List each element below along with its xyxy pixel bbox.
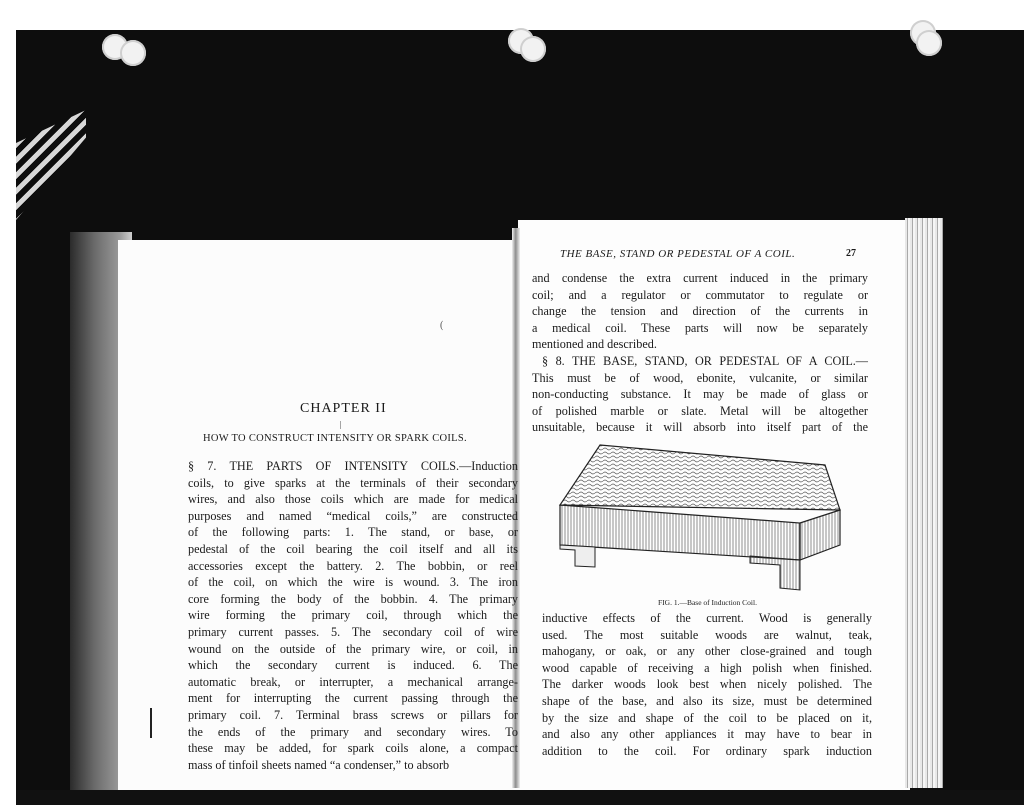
text-line: non-conducting substance. It may be made of glass or: [532, 387, 868, 402]
text-line: § 8. THE BASE, STAND, OR PEDESTAL OF A COIL.—: [542, 353, 868, 368]
book-edge-right: [905, 218, 943, 788]
bottom-shadow: [16, 790, 1024, 805]
right-page-text-top: [532, 270, 868, 436]
text-line: ment for interrupting the current passing through the: [188, 691, 518, 706]
text-line: wood capable of receiving a high polish when finished.: [542, 660, 872, 675]
right-page-text-bottom: [542, 610, 872, 759]
text-line: these may be added, for spark coils alone, a compact: [188, 741, 518, 756]
text-line: This must be of wood, ebonite, vulcanite, or similar: [532, 370, 868, 385]
coil-base-illustration: [555, 435, 845, 600]
text-line: of polished marble or slate. Metal will be altogether: [532, 403, 868, 418]
text-line: coil; and a regulator or commutator to regulate or: [532, 287, 868, 302]
text-line: The darker woods look best when nicely polished. The: [542, 677, 872, 692]
text-line: primary current passes. 5. The secondary coil of wire: [188, 624, 518, 639]
text-line: wires, and also those coils which are made for medical: [188, 492, 518, 507]
chapter-mark: |: [340, 420, 342, 429]
text-line: § 7. THE PARTS OF INTENSITY COILS.—Induction: [188, 459, 518, 473]
text-line: automatic break, or interrupter, a mechanical arrange-: [188, 674, 518, 689]
text-line: addition to the coil. For ordinary spark induction: [542, 743, 872, 758]
text-line: by the size and shape of the coil to be placed on it,: [542, 710, 872, 725]
text-line: which the secondary current is induced. 6. The: [188, 658, 518, 673]
pin-right-2: [916, 30, 942, 56]
text-line: accessories except the battery. 2. The bobbin, or reel: [188, 558, 518, 573]
text-line: purposes and named “medical coils,” are constructed: [188, 508, 518, 523]
text-line: core forming the body of the bobbin. 4. The primary: [188, 591, 518, 606]
pin-center-2: [520, 36, 546, 62]
pin-left-2: [120, 40, 146, 66]
text-line: change the tension and direction of the currents in: [532, 304, 868, 319]
chapter-heading: CHAPTER II: [300, 401, 387, 416]
margin-mark: [150, 708, 152, 738]
text-line: pedestal of the coil bearing the coil itself and all its: [188, 541, 518, 556]
text-line: wound on the outside of the primary wire, or coil, in: [188, 641, 518, 656]
text-line: of the coil, on which the wire is wound. 3. The iron: [188, 575, 518, 590]
text-line: shape of the base, and also its size, must be determined: [542, 693, 872, 708]
text-line: mentioned and described.: [532, 337, 657, 352]
chapter-title: HOW TO CONSTRUCT INTENSITY OR SPARK COILS.: [203, 433, 467, 444]
text-line: inductive effects of the current. Wood is generally: [542, 611, 872, 625]
page-number: 27: [846, 248, 856, 259]
text-line: the ends of the primary and secondary wires. To: [188, 724, 518, 739]
text-line: wire forming the primary coil, through which the: [188, 608, 518, 623]
text-line: mahogany, or oak, or any other close-grained and tough: [542, 644, 872, 659]
text-line: a medical coil. These parts will now be separately: [532, 320, 868, 335]
figure-caption: FIG. 1.—Base of Induction Coil.: [658, 598, 757, 607]
text-line: of the following parts: 1. The stand, or base, or: [188, 525, 518, 540]
stray-mark: (: [440, 320, 444, 331]
text-line: primary coil. 7. Terminal brass screws or pillars for: [188, 707, 518, 722]
text-line: unsuitable, because it will absorb into itself part of the: [532, 420, 868, 435]
text-line: mass of tinfoil sheets named “a condenser,” to absorb: [188, 757, 450, 772]
left-page-text: [188, 458, 518, 773]
text-line: used. The most suitable woods are walnut, teak,: [542, 627, 872, 642]
running-head: THE BASE, STAND OR PEDESTAL OF A COIL.: [560, 248, 796, 260]
text-line: coils, to give sparks at the terminals of their secondary: [188, 475, 518, 490]
text-line: and condense the extra current induced in the primary: [532, 271, 868, 285]
text-line: and also any other appliances it may have to bear in: [542, 727, 872, 742]
